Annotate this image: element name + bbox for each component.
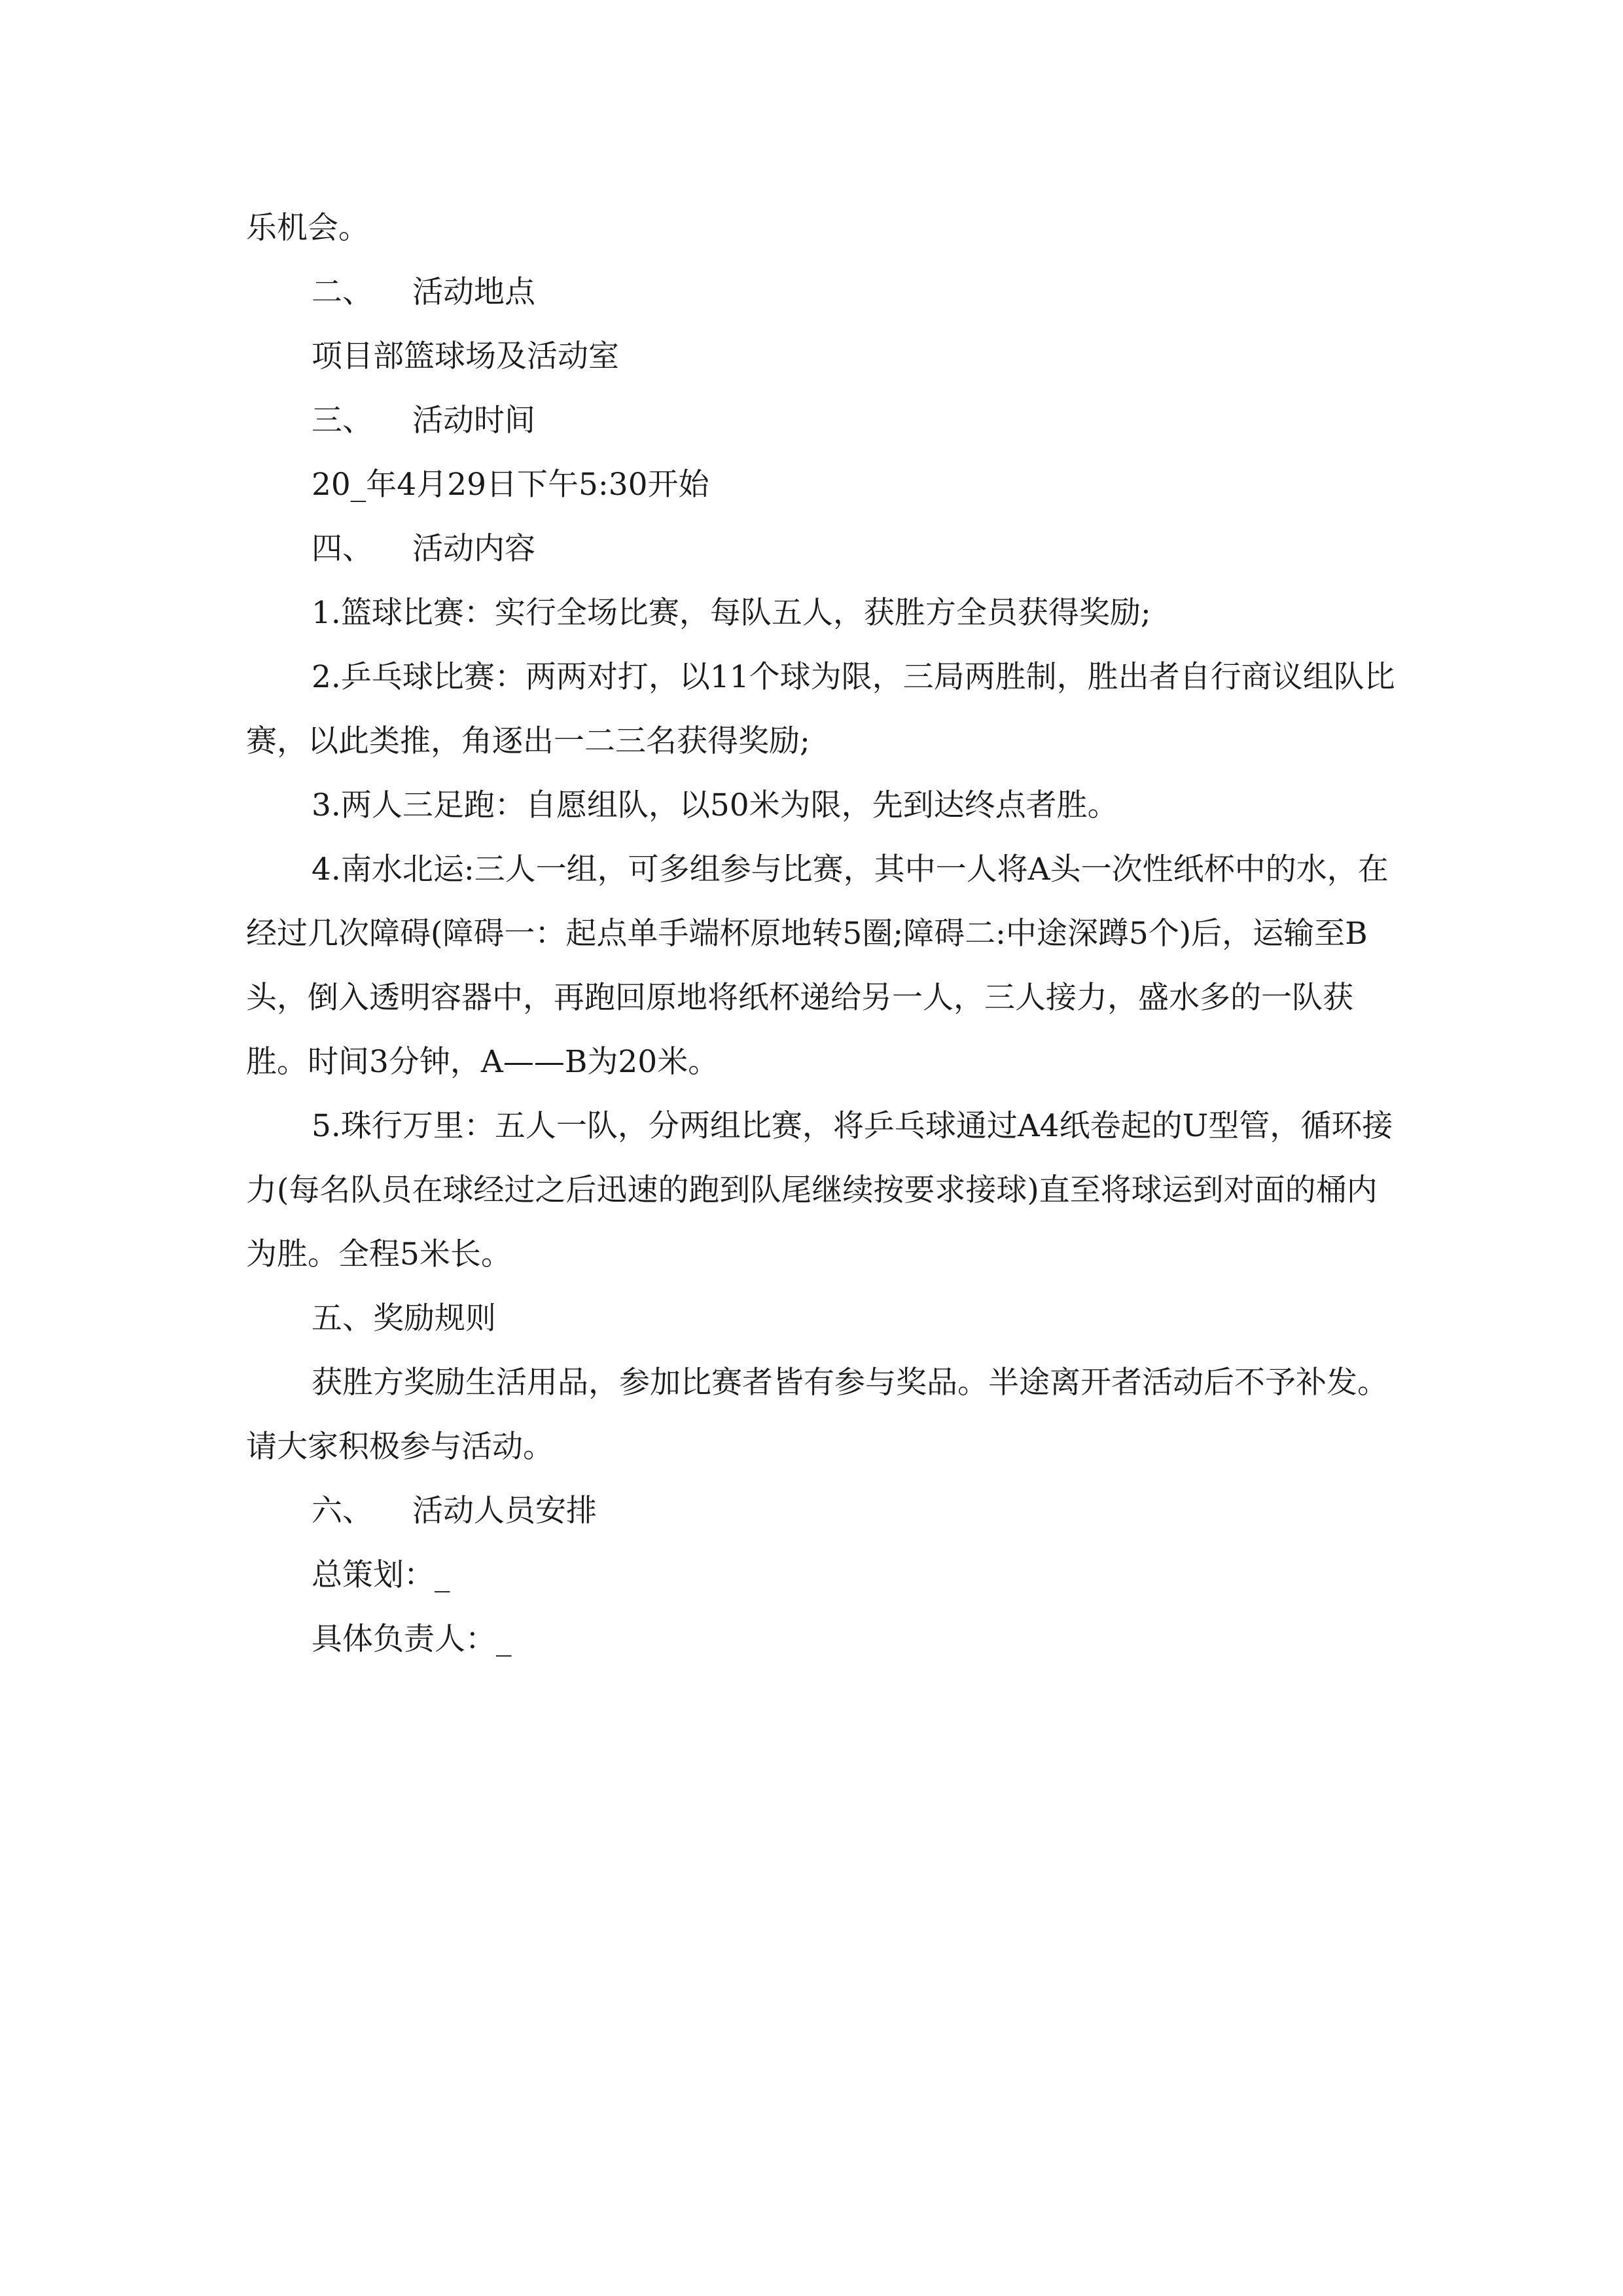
activity-item-pingpong: 2.乒乓球比赛：两两对打，以11个球为限，三局两胜制，胜出者自行商议组队比赛，以此类推，角逐出一二三名获得奖励;	[246, 659, 1395, 759]
section-heading-location	[246, 260, 1398, 325]
section-heading-time	[246, 389, 1398, 453]
section-title: 活动人员安排	[412, 1493, 597, 1529]
rewards-text: 获胜方奖励生活用品，参加比赛者皆有参与奖品。半途离开者活动后不予补发。请大家积极参与活动。	[246, 1365, 1388, 1465]
activity-item-ball-relay: 5.珠行万里：五人一队，分两组比赛，将乒乓球通过A4纸卷起的U型管，循环接力(每名队员在球经过之后迅速的跑到队尾继续按要求接球)直至将球运到对面的桶内为胜。全程5米长。	[246, 1108, 1393, 1272]
paragraph-continuation: 乐机会。	[246, 210, 369, 246]
section-title: 活动地点	[412, 274, 535, 310]
chief-planner-line: 总策划：_	[312, 1557, 450, 1593]
activity-item-three-legged: 3.两人三足跑：自愿组队，以50米为限，先到达终点者胜。	[312, 787, 1118, 823]
section-heading-content	[246, 517, 1398, 581]
location-text: 项目部篮球场及活动室	[312, 338, 619, 374]
document-body	[246, 196, 1398, 1672]
activity-item-basketball: 1.篮球比赛：实行全场比赛，每队五人，获胜方全员获得奖励;	[312, 595, 1151, 631]
section-number: 六、	[312, 1493, 373, 1529]
section-heading-rewards: 五、奖励规则	[312, 1300, 496, 1336]
person-in-charge-line: 具体负责人：_	[312, 1621, 512, 1657]
section-number: 三、	[312, 403, 373, 439]
section-title: 活动内容	[412, 531, 535, 567]
time-text: 20_年4月29日下午5:30开始	[312, 467, 709, 503]
section-number: 四、	[312, 531, 373, 567]
section-heading-staff	[246, 1479, 1398, 1543]
section-title: 活动时间	[412, 403, 535, 439]
activity-item-water-relay: 4.南水北运:三人一组，可多组参与比赛，其中一人将A头一次性纸杯中的水，在经过几次障碍(障碍一：起点单手端杯原地转5圈;障碍二:中途深蹲5个)后，运输至B头，倒入透明容器中，再跑回原地将纸杯递给另一人，三人接力，盛水多的一队获胜。时间3分钟，A——B为20米。	[246, 852, 1389, 1080]
section-number: 二、	[312, 274, 373, 310]
